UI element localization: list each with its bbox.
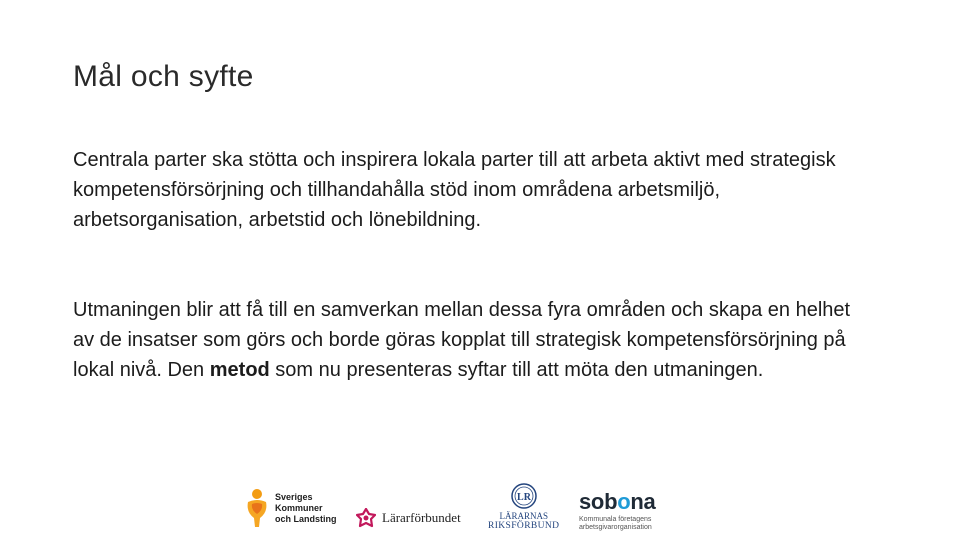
sobona-name-end: na <box>630 489 656 514</box>
lararnas-riksforbund-logo <box>488 483 559 531</box>
skl-logo <box>245 488 337 528</box>
skl-line2: Kommuner <box>275 502 323 513</box>
sobona-logo <box>579 491 655 532</box>
sobona-name <box>579 491 655 513</box>
skl-line3: och Landsting <box>275 513 337 524</box>
lr-line1: LÄRARNAS <box>499 511 548 521</box>
lararforbundet-logo <box>356 508 461 528</box>
partner-logos <box>0 478 960 538</box>
lararforbundet-flower-icon <box>356 508 376 528</box>
slide-title: Mål och syfte <box>73 60 254 93</box>
paragraph-challenge-end: som nu presenteras syftar till att möta den utmaningen. <box>269 359 764 381</box>
paragraph-challenge <box>73 295 873 385</box>
skl-name <box>275 492 337 525</box>
sobona-sub-line2: arbetsgivarorganisation <box>579 524 652 531</box>
lr-line2: RIKSFÖRBUND <box>488 521 560 531</box>
paragraph-purpose: Centrala parter ska stötta och inspirera lokala parter till att arbeta aktivt med strategisk kompetensförsörjning och tillhandahålla stöd inom områdena arbetsmiljö, arbetsorganisation, arbetstid och lönebildning. <box>73 149 836 231</box>
sobona-subtitle <box>579 516 652 532</box>
bold-word-metod: metod <box>209 359 270 381</box>
svg-text:LR: LR <box>516 492 531 503</box>
lararforbundet-name: Lärarförbundet <box>382 510 461 525</box>
sobona-name-accent: o <box>617 489 631 514</box>
skl-line1: Sveriges <box>275 491 313 502</box>
sobona-name-start: sob <box>579 489 618 514</box>
sobona-sub-line1: Kommunala företagens <box>579 516 652 523</box>
skl-figure-icon <box>245 488 269 528</box>
lr-emblem-icon <box>511 483 537 509</box>
paragraph-challenge-start: Utmaningen blir att få till en samverkan mellan dessa fyra områden och skapa en helhet av de insatser som görs och borde göras kopplat till strategisk kompetensförsörjning på lokal nivå. Den <box>73 299 851 381</box>
